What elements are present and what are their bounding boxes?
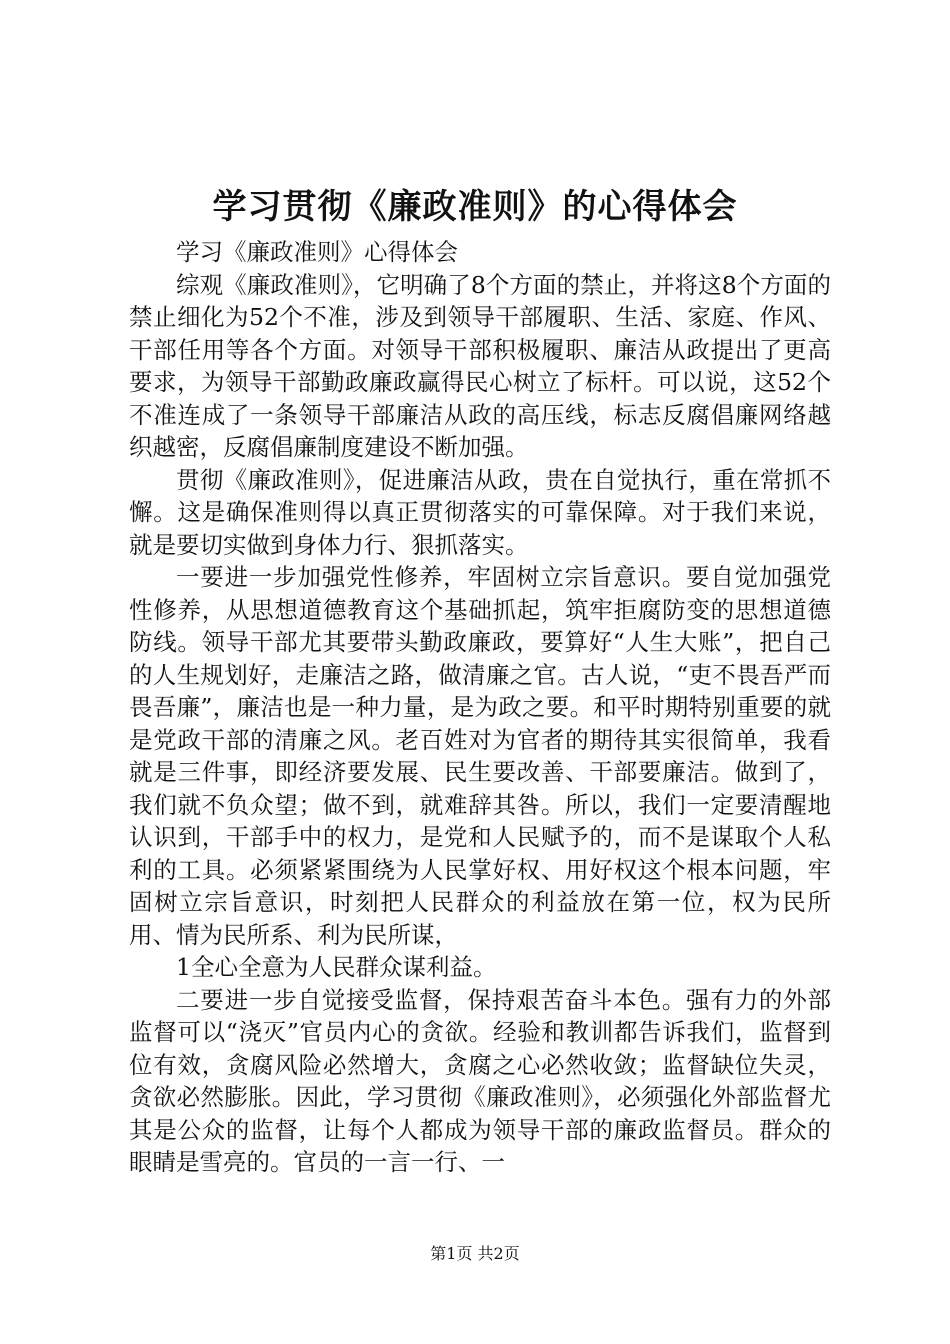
paragraph: 1全心全意为人民群众谋利益。	[176, 953, 497, 981]
paragraph: 综观《廉政准则》，它明确了8个方面的禁止，并将这8个方面的禁止细化为52个不准，涉及到领导干部履职、生活、家庭、作风、干部任用等各个方面。对领导干部积极履职、廉洁从政提出了更高要求，为领导干部勤政廉政赢得民心树立了标杆。可以说，这52个不准连成了一条领导干部廉洁从政的高压线，标志反腐倡廉网络越织越密，反腐倡廉制度建设不断加强。	[129, 270, 831, 461]
paragraph-subtitle: 学习《廉政准则》心得体会	[176, 238, 458, 266]
paragraph: 一要进一步加强党性修养，牢固树立宗旨意识。要自觉加强党性修养，从思想道德教育这个基础抓起，筑牢拒腐防变的思想道德防线。领导干部尤其要带头勤政廉政，要算好“人生大账”，把自己的人生规划好，走廉洁之路，做清廉之官。古人说，“吏不畏吾严而畏吾廉”，廉洁也是一种力量，是为政之要。和平时期特别重要的就是党政干部的清廉之风。老百姓对为官者的期待其实很简单，我看就是三件事，即经济要发展、民生要改善、干部要廉洁。做到了，我们就不负众望；做不到，就难辞其咎。所以，我们一定要清醒地认识到，干部手中的权力，是党和人民赋予的，而不是谋取个人私利的工具。必须紧紧围绕为人民掌好权、用好权这个根本问题，牢固树立宗旨意识，时刻把人民群众的利益放在第一位，权为民所用、情为民所系、利为民所谋，	[129, 563, 831, 949]
paragraph: 贯彻《廉政准则》，促进廉洁从政，贵在自觉执行，重在常抓不懈。这是确保准则得以真正贯彻落实的可靠保障。对于我们来说，就是要切实做到身体力行、狠抓落实。	[129, 465, 831, 559]
paragraph: 二要进一步自觉接受监督，保持艰苦奋斗本色。强有力的外部监督可以“浇灭”官员内心的贪欲。经验和教训都告诉我们，监督到位有效，贪腐风险必然增大，贪腐之心必然收敛；监督缺位失灵，贪欲必然膨胀。因此，学习贯彻《廉政准则》，必须强化外部监督尤其是公众的监督，让每个人都成为领导干部的廉政监督员。群众的眼睛是雪亮的。官员的一言一行、一	[129, 985, 831, 1176]
document-title: 学习贯彻《廉政准则》的心得体会	[212, 187, 738, 227]
page-number-footer: 第1页 共2页	[430, 1244, 520, 1263]
document-body	[129, 236, 831, 1179]
